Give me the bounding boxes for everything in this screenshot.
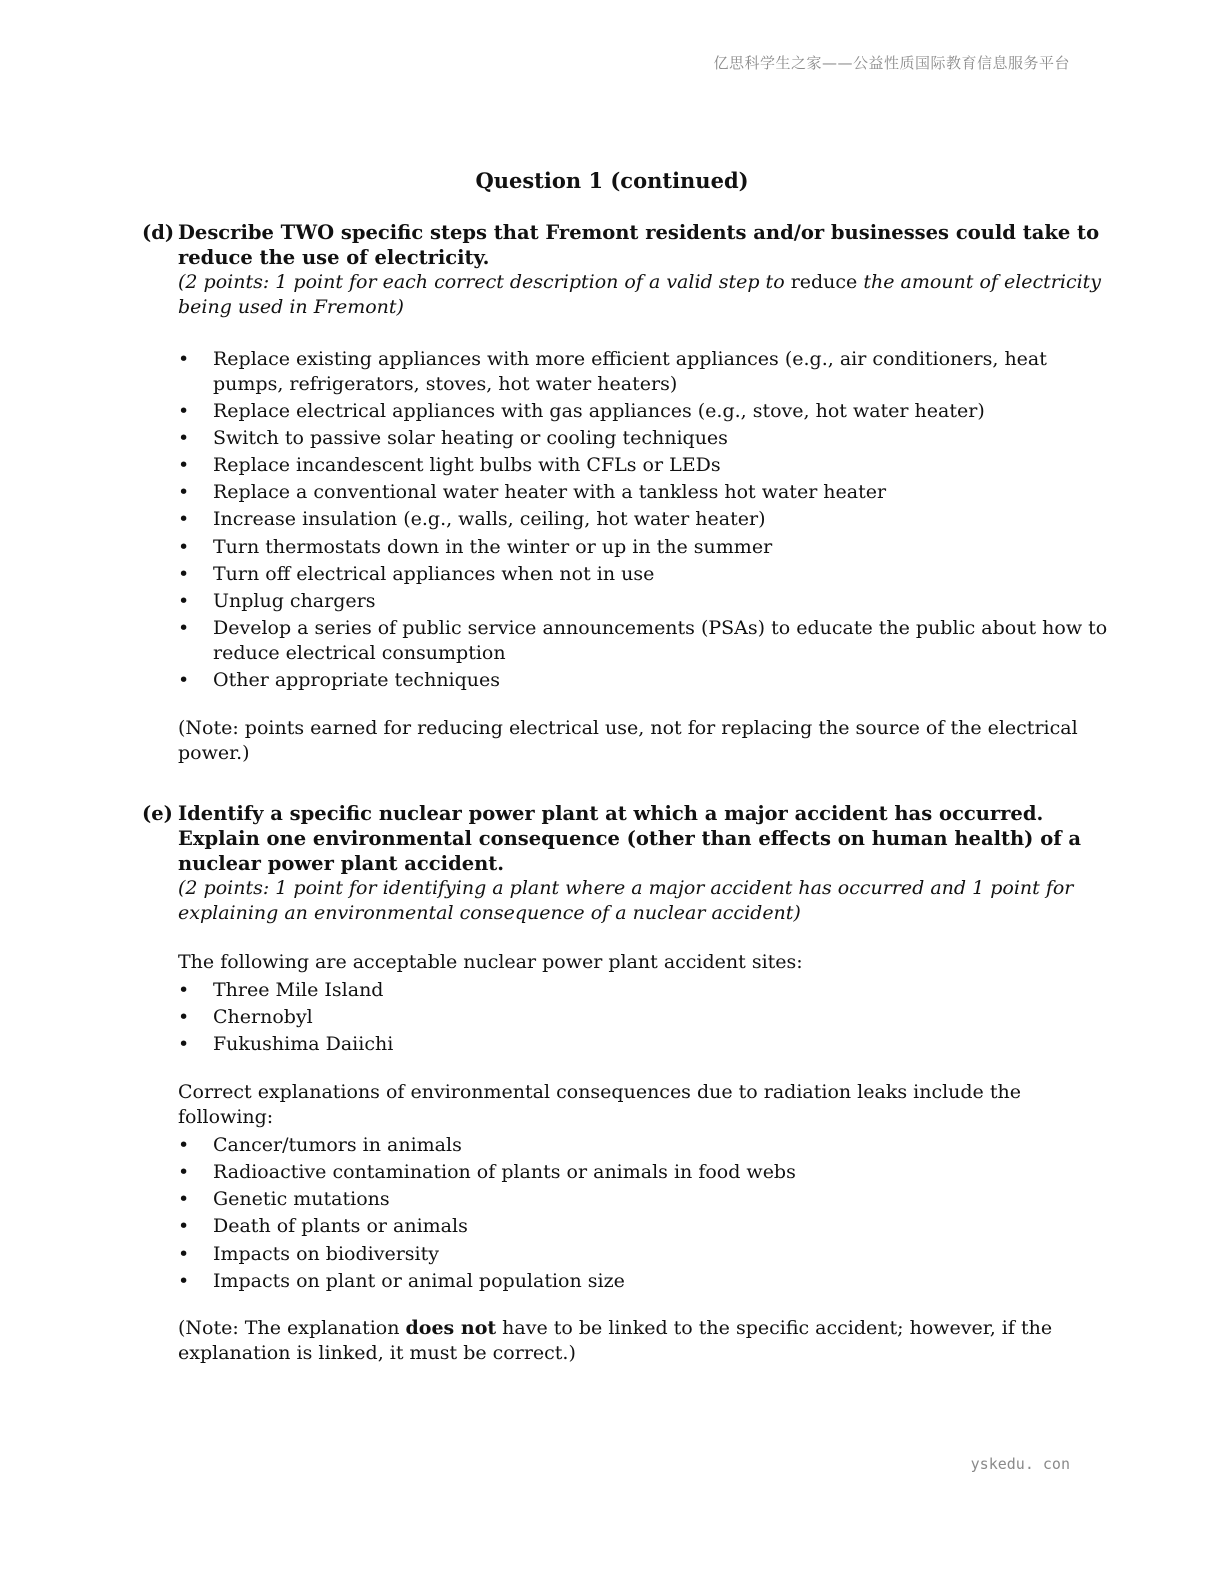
part-e-question [142, 801, 1112, 876]
part-e-note [178, 1316, 1112, 1366]
header-watermark: 亿思科学生之家——公益性质国际教育信息服务平台 [713, 54, 1070, 72]
list-item: • Genetic mutations [178, 1188, 390, 1211]
list-item: • Unplug chargers [178, 590, 376, 612]
list-item: • Replace incandescent light bulbs with CFLs or LEDs [178, 454, 721, 477]
list-item: • Fukushima Daiichi [178, 1033, 394, 1056]
part-e-note-start: (Note: The explanation [178, 1317, 406, 1340]
part-e-scoring: (2 points: 1 point for identifying a plant where a major accident has occurred and 1 point for explaining an environmental consequence of a nuclear accident) [178, 877, 1074, 924]
list-item: • Other appropriate techniques [178, 668, 501, 691]
part-e-sites-list [142, 978, 1112, 1057]
list-item: • Replace existing appliances with more efficient appliances (e.g., air conditioners, heat pumps, refrigerators, stoves, hot water heaters) [178, 348, 1047, 395]
list-item: • Death of plants or animals [178, 1215, 468, 1238]
part-d-section [142, 220, 1112, 766]
list-item: • Develop a series of public service announcements (PSAs) to educate the public about how to reduce electrical consumption [178, 617, 1108, 664]
part-e-sites-intro: The following are acceptable nuclear power plant accident sites: [178, 951, 803, 973]
list-item: • Chernobyl [178, 1006, 313, 1029]
part-d-scoring-end: the amount of electricity being used in Fremont) [178, 271, 1102, 318]
part-d-question [142, 220, 1112, 270]
footer-watermark: yskedu. con [970, 1455, 1070, 1473]
part-d-scoring [178, 270, 1112, 320]
part-e-question-text: Identify a specific nuclear power plant at which a major accident has occurred. Explain one environmental consequence (other than effects on human health) of a nuclear power plant accident. [178, 802, 1082, 875]
part-d-letter: (d) [142, 221, 175, 244]
list-item: • Turn thermostats down in the winter or up in the summer [178, 535, 773, 558]
list-item: • Turn off electrical appliances when not in use [178, 562, 655, 585]
list-item: • Increase insulation (e.g., walls, ceiling, hot water heater) [178, 508, 766, 531]
part-e-section [142, 801, 1112, 1366]
part-e-consequences-intro: Correct explanations of environmental consequences due to radiation leaks include the following: [178, 1080, 1021, 1128]
part-e-consequences-list [142, 1133, 1112, 1293]
list-item: • Switch to passive solar heating or cooling techniques [178, 426, 728, 449]
list-item: • Replace electrical appliances with gas appliances (e.g., stove, hot water heater) [178, 399, 985, 422]
part-d-bullet-list [142, 347, 1112, 692]
part-d-scoring-upright: reduce [790, 271, 858, 293]
list-item: • Impacts on plant or animal population size [178, 1269, 625, 1292]
part-d-question-text: Describe TWO specific steps that Fremont residents and/or businesses could take to reduce the use of electricity. [178, 221, 1100, 269]
part-e-note-end: have to be linked to the specific accident; however, if the explanation is linked, it must be correct.) [178, 1317, 1053, 1365]
list-item: • Replace a conventional water heater with a tankless hot water heater [178, 481, 887, 504]
part-d-scoring-start: (2 points: 1 point for each correct description of a valid step to [178, 271, 791, 293]
page-title: Question 1 (continued) [475, 168, 749, 193]
list-item: • Cancer/tumors in animals [178, 1133, 462, 1156]
part-d-note: (Note: points earned for reducing electrical use, not for replacing the source of the electrical power.) [178, 717, 1078, 765]
list-item: • Radioactive contamination of plants or animals in food webs [178, 1161, 796, 1184]
part-e-note-emphasis: does not [405, 1317, 497, 1340]
list-item: • Three Mile Island [178, 979, 384, 1001]
part-e-letter: (e) [142, 802, 173, 825]
list-item: • Impacts on biodiversity [178, 1242, 439, 1265]
